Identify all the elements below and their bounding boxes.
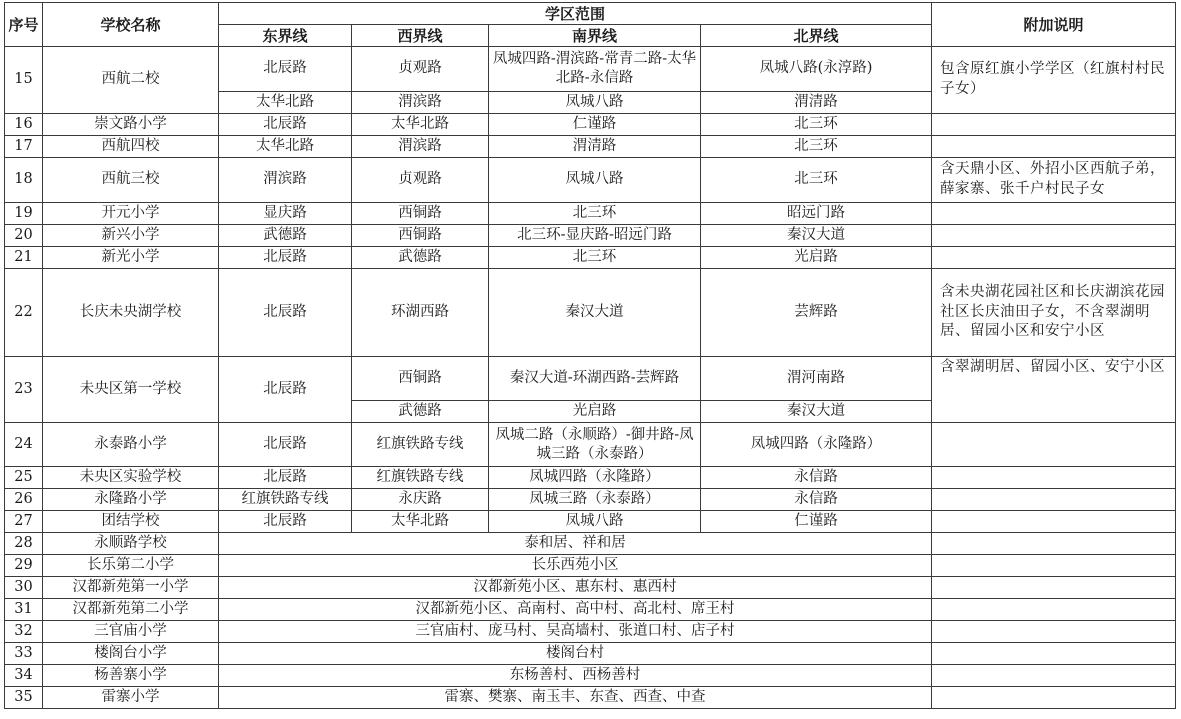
- cell-east: 显庆路: [219, 203, 352, 225]
- cell-north: 永信路: [701, 467, 932, 489]
- cell-west: 红旗铁路专线: [352, 423, 489, 467]
- cell-school: 新光小学: [43, 247, 219, 269]
- cell-note: [932, 511, 1176, 533]
- cell-range: 泰和居、祥和居: [219, 533, 932, 555]
- cell-range: 汉都新苑小区、惠东村、惠西村: [219, 577, 932, 599]
- cell-north: 昭远门路: [701, 203, 932, 225]
- table-row: [5, 555, 1176, 577]
- cell-east: 渭滨路: [219, 158, 352, 203]
- table-row: [5, 158, 1176, 203]
- cell-school: 三官庙小学: [43, 621, 219, 643]
- cell-north: 凤城八路(永淳路): [701, 47, 932, 92]
- cell-school: 长庆未央湖学校: [43, 269, 219, 357]
- cell-south: 秦汉大道: [489, 269, 701, 357]
- cell-school: 汉都新苑第一小学: [43, 577, 219, 599]
- cell-south: 凤城八路: [489, 158, 701, 203]
- cell-south: 仁谨路: [489, 114, 701, 136]
- cell-note: [932, 467, 1176, 489]
- cell-seq: 15: [5, 47, 43, 114]
- cell-seq: 16: [5, 114, 43, 136]
- cell-north: 北三环: [701, 136, 932, 158]
- cell-seq: 31: [5, 599, 43, 621]
- table-row: [5, 599, 1176, 621]
- cell-range: 雷寨、樊寨、南玉丰、东查、西查、中查: [219, 687, 932, 709]
- cell-north: 永信路: [701, 489, 932, 511]
- cell-west: 红旗铁路专线: [352, 467, 489, 489]
- table-row: [5, 47, 1176, 92]
- cell-seq: 24: [5, 423, 43, 467]
- cell-seq: 19: [5, 203, 43, 225]
- cell-south: 凤城八路: [489, 92, 701, 114]
- cell-west: 太华北路: [352, 511, 489, 533]
- cell-east: 红旗铁路专线: [219, 489, 352, 511]
- table-row: [5, 467, 1176, 489]
- cell-note: [932, 423, 1176, 467]
- cell-south: 渭清路: [489, 136, 701, 158]
- table-row: [5, 577, 1176, 599]
- cell-east: 太华北路: [219, 136, 352, 158]
- table-row: [5, 489, 1176, 511]
- cell-school: 崇文路小学: [43, 114, 219, 136]
- header-north: 北界线: [701, 25, 932, 47]
- header-range: 学区范围: [219, 3, 932, 25]
- cell-school: 汉都新苑第二小学: [43, 599, 219, 621]
- cell-north: 北三环: [701, 114, 932, 136]
- cell-range: 三官庙村、庞马村、吴高墙村、张道口村、店子村: [219, 621, 932, 643]
- cell-south: 凤城二路（永顺路）-御井路-凤城三路（永泰路）: [489, 423, 701, 467]
- cell-north: 仁谨路: [701, 511, 932, 533]
- cell-school: 杨善寨小学: [43, 665, 219, 687]
- cell-note: [932, 577, 1176, 599]
- school-district-table: [4, 2, 1176, 709]
- cell-west: 西铜路: [352, 203, 489, 225]
- cell-school: 未央区第一学校: [43, 357, 219, 423]
- cell-note: 含天鼎小区、外招小区西航子弟，薛家寨、张千户村民子女: [932, 158, 1176, 203]
- table-row: [5, 665, 1176, 687]
- cell-east: 北辰路: [219, 357, 352, 423]
- cell-school: 永泰路小学: [43, 423, 219, 467]
- cell-north: 渭清路: [701, 92, 932, 114]
- cell-seq: 22: [5, 269, 43, 357]
- cell-east: 北辰路: [219, 467, 352, 489]
- cell-east: 太华北路: [219, 92, 352, 114]
- cell-school: 西航三校: [43, 158, 219, 203]
- cell-seq: 26: [5, 489, 43, 511]
- table-row: [5, 136, 1176, 158]
- table-row: [5, 643, 1176, 665]
- cell-note: [932, 687, 1176, 709]
- cell-school: 新兴小学: [43, 225, 219, 247]
- cell-seq: 35: [5, 687, 43, 709]
- cell-seq: 21: [5, 247, 43, 269]
- table-row: [5, 114, 1176, 136]
- table-row: [5, 423, 1176, 467]
- cell-range: 汉都新苑小区、高南村、高中村、高北村、席王村: [219, 599, 932, 621]
- cell-seq: 29: [5, 555, 43, 577]
- table-row: [5, 225, 1176, 247]
- cell-seq: 23: [5, 357, 43, 423]
- cell-north: 北三环: [701, 158, 932, 203]
- cell-west: 贞观路: [352, 47, 489, 92]
- cell-school: 雷寨小学: [43, 687, 219, 709]
- header-school: 学校名称: [43, 3, 219, 47]
- cell-note: [932, 533, 1176, 555]
- cell-note: [932, 599, 1176, 621]
- cell-south: 北三环-显庆路-昭远门路: [489, 225, 701, 247]
- cell-west: 西铜路: [352, 225, 489, 247]
- cell-school: 团结学校: [43, 511, 219, 533]
- cell-west: 永庆路: [352, 489, 489, 511]
- cell-note: [932, 555, 1176, 577]
- cell-school: 楼阁台小学: [43, 643, 219, 665]
- cell-note: [932, 643, 1176, 665]
- cell-west: 渭滨路: [352, 92, 489, 114]
- cell-seq: 32: [5, 621, 43, 643]
- cell-east: 北辰路: [219, 47, 352, 92]
- cell-north: 凤城四路（永隆路）: [701, 423, 932, 467]
- table-row: [5, 269, 1176, 357]
- cell-west: 武德路: [352, 401, 489, 423]
- cell-seq: 20: [5, 225, 43, 247]
- cell-school: 西航二校: [43, 47, 219, 114]
- cell-west: 西铜路: [352, 357, 489, 401]
- cell-east: 北辰路: [219, 114, 352, 136]
- cell-school: 永顺路学校: [43, 533, 219, 555]
- cell-west: 太华北路: [352, 114, 489, 136]
- header-east: 东界线: [219, 25, 352, 47]
- cell-east: 北辰路: [219, 247, 352, 269]
- cell-range: 楼阁台村: [219, 643, 932, 665]
- cell-west: 渭滨路: [352, 136, 489, 158]
- cell-school: 开元小学: [43, 203, 219, 225]
- header-west: 西界线: [352, 25, 489, 47]
- cell-note: 含翠湖明居、留园小区、安宁小区: [932, 357, 1176, 423]
- table-row: [5, 357, 1176, 401]
- cell-north: 秦汉大道: [701, 401, 932, 423]
- cell-school: 西航四校: [43, 136, 219, 158]
- table-row: [5, 203, 1176, 225]
- header-south: 南界线: [489, 25, 701, 47]
- table-row: [5, 511, 1176, 533]
- cell-note: 含未央湖花园社区和长庆湖滨花园社区长庆油田子女，不含翠湖明居、留园小区和安宁小区: [932, 269, 1176, 357]
- cell-note: [932, 247, 1176, 269]
- cell-seq: 25: [5, 467, 43, 489]
- cell-note: [932, 136, 1176, 158]
- cell-east: 北辰路: [219, 511, 352, 533]
- cell-south: 凤城八路: [489, 511, 701, 533]
- table-row: [5, 247, 1176, 269]
- cell-seq: 33: [5, 643, 43, 665]
- header-note: 附加说明: [932, 3, 1176, 47]
- cell-range: 东杨善村、西杨善村: [219, 665, 932, 687]
- cell-seq: 27: [5, 511, 43, 533]
- table-row: [5, 687, 1176, 709]
- cell-east: 北辰路: [219, 423, 352, 467]
- cell-seq: 17: [5, 136, 43, 158]
- cell-note: [932, 225, 1176, 247]
- cell-west: 环湖西路: [352, 269, 489, 357]
- cell-seq: 34: [5, 665, 43, 687]
- table-row: [5, 621, 1176, 643]
- cell-north: 渭河南路: [701, 357, 932, 401]
- cell-west: 贞观路: [352, 158, 489, 203]
- cell-note: [932, 114, 1176, 136]
- cell-north: 秦汉大道: [701, 225, 932, 247]
- cell-school: 未央区实验学校: [43, 467, 219, 489]
- cell-note: [932, 203, 1176, 225]
- cell-south: 光启路: [489, 401, 701, 423]
- table-row: [5, 533, 1176, 555]
- cell-south: 凤城四路（永隆路）: [489, 467, 701, 489]
- header-row-top: [5, 3, 1176, 25]
- cell-note: 包含原红旗小学学区（红旗村村民子女）: [932, 47, 1176, 114]
- header-seq: 序号: [5, 3, 43, 47]
- cell-east: 北辰路: [219, 269, 352, 357]
- cell-south: 秦汉大道-环湖西路-芸辉路: [489, 357, 701, 401]
- cell-note: [932, 489, 1176, 511]
- cell-note: [932, 665, 1176, 687]
- cell-school: 永隆路小学: [43, 489, 219, 511]
- cell-north: 光启路: [701, 247, 932, 269]
- cell-north: 芸辉路: [701, 269, 932, 357]
- cell-east: 武德路: [219, 225, 352, 247]
- cell-note: [932, 621, 1176, 643]
- cell-south: 北三环: [489, 247, 701, 269]
- cell-seq: 18: [5, 158, 43, 203]
- cell-south: 北三环: [489, 203, 701, 225]
- cell-south: 凤城三路（永泰路）: [489, 489, 701, 511]
- cell-west: 武德路: [352, 247, 489, 269]
- cell-south: 凤城四路-渭滨路-常青二路-太华北路-永信路: [489, 47, 701, 92]
- cell-school: 长乐第二小学: [43, 555, 219, 577]
- cell-seq: 28: [5, 533, 43, 555]
- cell-range: 长乐西苑小区: [219, 555, 932, 577]
- cell-seq: 30: [5, 577, 43, 599]
